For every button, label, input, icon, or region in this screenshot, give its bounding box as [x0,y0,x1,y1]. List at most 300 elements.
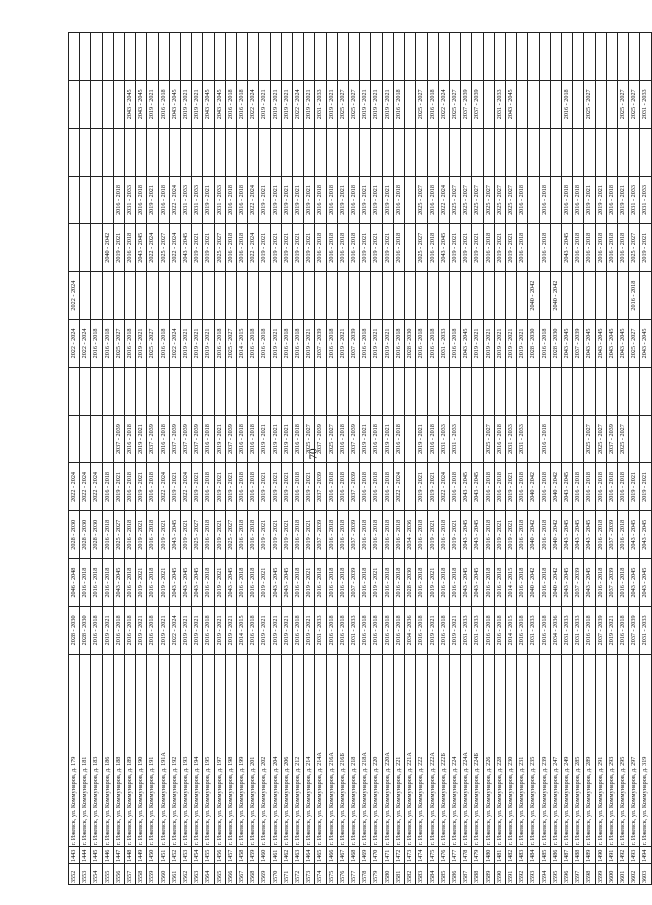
repair-period-cell: 2025 - 2027 [337,80,348,128]
table-row [69,33,80,885]
repair-period-cell: 2019 - 2021 [517,320,528,368]
repair-period-cell: 2043 - 2045 [472,463,483,511]
repair-period-cell: 2019 - 2021 [181,511,192,559]
repair-period-cell: 2025 - 2027 [472,176,483,224]
repair-period-cell [270,33,281,81]
repair-period-cell: 2025 - 2027 [304,415,315,463]
repair-period-cell: 2031 - 2033 [315,606,326,654]
repair-period-cell: 2016 - 2018 [91,320,102,368]
house-address: г. Ижевск, ул. Коммунаров, д. 319 [640,654,651,846]
repair-period-cell [416,128,427,176]
repair-period-cell: 2016 - 2018 [483,224,494,272]
table-row [539,33,550,885]
repair-period-cell: 2019 - 2021 [494,320,505,368]
repair-period-cell: 2040 - 2042 [550,272,561,320]
house-id: 1491 [606,847,617,864]
table-row [169,33,180,885]
repair-period-cell: 2040 - 2042 [550,463,561,511]
house-address: г. Ижевск, ул. Коммунаров, д. 206 [281,654,292,846]
repair-period-cell [214,367,225,415]
house-address: г. Ижевск, ул. Коммунаров, д. 291 [595,654,606,846]
repair-period-cell [214,128,225,176]
repair-period-cell: 2043 - 2045 [192,559,203,607]
repair-period-cell [270,128,281,176]
repair-period-cell [606,128,617,176]
table-row [405,33,416,885]
row-number: 3573 [304,863,315,884]
repair-period-cell: 2031 - 2033 [517,415,528,463]
repair-period-cell [337,367,348,415]
repair-period-cell: 2019 - 2021 [371,559,382,607]
repair-period-cell: 2016 - 2018 [393,320,404,368]
house-address: г. Ижевск, ул. Коммунаров, д. 195 [203,654,214,846]
repair-period-cell [528,224,539,272]
repair-period-cell [125,272,136,320]
repair-period-cell [259,272,270,320]
house-id: 1473 [405,847,416,864]
repair-period-cell: 2016 - 2018 [371,463,382,511]
repair-period-cell: 2016 - 2018 [371,606,382,654]
repair-period-cell: 2025 - 2027 [584,80,595,128]
repair-period-cell: 2019 - 2021 [281,415,292,463]
table-row [281,33,292,885]
repair-period-cell [584,272,595,320]
repair-period-cell: 2016 - 2018 [449,320,460,368]
house-address: г. Ижевск, ул. Коммунаров, д. 189 [125,654,136,846]
repair-period-cell: 2019 - 2021 [640,224,651,272]
table-row [214,33,225,885]
repair-period-cell: 2016 - 2018 [517,606,528,654]
house-address: г. Ижевск, ул. Коммунаров, д. 222Б [438,654,449,846]
repair-period-cell: 2016 - 2018 [393,80,404,128]
repair-period-cell: 2037 - 2039 [192,415,203,463]
repair-period-cell: 2016 - 2018 [539,463,550,511]
repair-period-cell [203,272,214,320]
repair-period-cell [405,176,416,224]
row-number: 3552 [69,863,80,884]
repair-period-cell: 2016 - 2018 [225,224,236,272]
repair-period-cell: 2043 - 2045 [461,511,472,559]
repair-period-cell [69,128,80,176]
repair-period-cell: 2016 - 2018 [80,559,91,607]
repair-period-cell: 2019 - 2021 [181,80,192,128]
repair-period-cell: 2037 - 2039 [349,415,360,463]
table-row [192,33,203,885]
repair-period-cell [438,367,449,415]
table-row [125,33,136,885]
repair-period-cell [472,415,483,463]
house-address: г. Ижевск, ул. Коммунаров, д. 224Б [472,654,483,846]
house-address: г. Ижевск, ул. Коммунаров, д. 198 [225,654,236,846]
repair-period-cell [449,367,460,415]
repair-period-cell: 2016 - 2018 [315,176,326,224]
repair-period-cell [595,272,606,320]
repair-period-cell: 2037 - 2039 [315,511,326,559]
repair-period-cell: 2016 - 2018 [360,559,371,607]
repair-period-cell [416,33,427,81]
rotated-table-wrapper [68,32,649,885]
repair-period-cell: 2028 - 2030 [405,559,416,607]
repair-period-cell [517,80,528,128]
repair-period-cell: 2043 - 2045 [136,224,147,272]
row-number: 3591 [505,863,516,884]
row-number: 3602 [629,863,640,884]
row-number: 3572 [293,863,304,884]
repair-period-cell [102,33,113,81]
repair-period-cell: 2016 - 2018 [382,606,393,654]
row-number: 3581 [393,863,404,884]
repair-period-cell: 2031 - 2033 [315,80,326,128]
repair-period-cell: 2043 - 2045 [640,559,651,607]
repair-period-cell: 2016 - 2018 [617,224,628,272]
repair-period-cell: 2019 - 2021 [136,511,147,559]
row-number: 3570 [270,863,281,884]
row-number: 3578 [360,863,371,884]
repair-period-cell [281,33,292,81]
repair-period-cell [147,367,158,415]
repair-period-cell: 2019 - 2021 [416,463,427,511]
house-id: 1449 [136,847,147,864]
repair-period-cell: 2016 - 2018 [584,224,595,272]
repair-period-cell: 2019 - 2021 [337,176,348,224]
repair-period-cell [449,272,460,320]
repair-period-cell: 2031 - 2033 [573,606,584,654]
repair-period-cell [371,33,382,81]
repair-period-cell [80,224,91,272]
repair-period-cell: 2019 - 2021 [281,606,292,654]
house-id: 1452 [169,847,180,864]
repair-period-cell: 2019 - 2021 [181,320,192,368]
table-row [337,33,348,885]
repair-period-cell: 2022 - 2024 [169,224,180,272]
repair-period-cell [606,367,617,415]
repair-period-cell: 2025 - 2027 [113,320,124,368]
repair-schedule-table [68,32,652,885]
repair-period-cell: 2022 - 2024 [80,320,91,368]
row-number: 3569 [259,863,270,884]
repair-period-cell: 2016 - 2018 [326,559,337,607]
repair-period-cell: 2016 - 2018 [539,176,550,224]
repair-period-cell: 2043 - 2045 [606,320,617,368]
repair-period-cell [461,272,472,320]
repair-period-cell: 2022 - 2024 [181,463,192,511]
table-row [270,33,281,885]
house-address: г. Ижевск, ул. Коммунаров, д. 220А [382,654,393,846]
repair-period-cell: 2019 - 2021 [293,176,304,224]
repair-period-cell: 2019 - 2021 [281,80,292,128]
repair-period-cell: 2016 - 2018 [573,176,584,224]
repair-period-cell [382,128,393,176]
house-address: г. Ижевск, ул. Коммунаров, д. 218А [360,654,371,846]
repair-period-cell: 2019 - 2021 [136,606,147,654]
repair-period-cell: 2043 - 2045 [505,80,516,128]
repair-period-cell [259,33,270,81]
house-id: 1470 [371,847,382,864]
repair-period-cell [270,367,281,415]
repair-period-cell: 2043 - 2045 [561,463,572,511]
table-row [472,33,483,885]
row-number: 3574 [315,863,326,884]
repair-period-cell: 2025 - 2027 [617,80,628,128]
repair-period-cell: 2019 - 2021 [494,511,505,559]
repair-period-cell [349,367,360,415]
repair-period-cell [281,128,292,176]
repair-period-cell: 2022 - 2024 [69,320,80,368]
table-row [528,33,539,885]
repair-period-cell: 2019 - 2021 [147,176,158,224]
row-number: 3588 [472,863,483,884]
repair-period-cell [371,367,382,415]
table-row [315,33,326,885]
repair-period-cell [405,463,416,511]
repair-period-cell [539,33,550,81]
row-number: 3594 [539,863,550,884]
repair-period-cell: 2016 - 2018 [337,463,348,511]
house-address: г. Ижевск, ул. Коммунаров, д. 194 [192,654,203,846]
house-id: 1456 [214,847,225,864]
repair-period-cell [203,128,214,176]
repair-period-cell: 2016 - 2018 [438,511,449,559]
repair-period-cell: 2022 - 2024 [248,224,259,272]
repair-period-cell: 2037 - 2039 [629,606,640,654]
repair-period-cell [405,272,416,320]
repair-period-cell: 2019 - 2021 [158,511,169,559]
table-row [360,33,371,885]
house-address: г. Ижевск, ул. Коммунаров, д. 228 [494,654,505,846]
repair-period-cell [427,367,438,415]
repair-period-cell: 2016 - 2018 [517,511,528,559]
repair-period-cell: 2025 - 2027 [617,415,628,463]
repair-period-cell: 2028 - 2030 [550,320,561,368]
house-id: 1490 [595,847,606,864]
repair-period-cell: 2016 - 2018 [393,415,404,463]
repair-period-cell [405,415,416,463]
repair-period-cell: 2019 - 2021 [584,176,595,224]
house-id: 1464 [304,847,315,864]
house-id: 1485 [539,847,550,864]
repair-period-cell: 2019 - 2021 [629,463,640,511]
house-address: г. Ижевск, ул. Коммунаров, д. 190 [136,654,147,846]
repair-period-cell: 2022 - 2024 [158,463,169,511]
repair-period-cell: 2016 - 2018 [248,511,259,559]
repair-period-cell: 2019 - 2021 [360,415,371,463]
repair-period-cell: 2019 - 2021 [270,511,281,559]
repair-period-cell: 2016 - 2018 [237,559,248,607]
repair-period-cell: 2016 - 2018 [393,176,404,224]
repair-period-cell [125,128,136,176]
repair-period-cell [461,33,472,81]
repair-period-cell: 2016 - 2018 [360,511,371,559]
repair-period-cell: 2019 - 2021 [214,606,225,654]
house-id: 1453 [181,847,192,864]
repair-period-cell [472,272,483,320]
repair-period-cell: 2043 - 2045 [169,559,180,607]
repair-period-cell [225,367,236,415]
repair-period-cell: 2016 - 2018 [606,463,617,511]
repair-period-cell: 2019 - 2021 [113,224,124,272]
house-id: 1467 [337,847,348,864]
repair-period-cell [91,33,102,81]
repair-period-cell: 2016 - 2018 [449,559,460,607]
repair-period-cell [438,272,449,320]
repair-period-cell [494,272,505,320]
house-id: 1446 [102,847,113,864]
repair-period-cell [449,128,460,176]
repair-period-cell: 2019 - 2021 [281,511,292,559]
repair-period-cell: 2016 - 2018 [91,559,102,607]
table-row [225,33,236,885]
repair-period-cell [505,367,516,415]
house-address: г. Ижевск, ул. Коммунаров, д. 214А [315,654,326,846]
repair-period-cell: 2019 - 2021 [214,559,225,607]
repair-period-cell [438,128,449,176]
repair-period-cell: 2025 - 2027 [494,176,505,224]
repair-period-cell: 2019 - 2021 [136,415,147,463]
repair-period-cell [393,33,404,81]
house-id: 1472 [393,847,404,864]
repair-period-cell: 2016 - 2018 [494,463,505,511]
repair-period-cell: 2022 - 2024 [248,80,259,128]
repair-period-cell [69,33,80,81]
repair-period-cell: 2019 - 2021 [169,463,180,511]
repair-period-cell [102,176,113,224]
repair-period-cell: 2025 - 2027 [629,320,640,368]
repair-period-cell: 2043 - 2045 [561,224,572,272]
repair-period-cell: 2016 - 2018 [326,511,337,559]
repair-period-cell [337,128,348,176]
table-row [393,33,404,885]
repair-period-cell [192,272,203,320]
row-number: 3603 [640,863,651,884]
repair-period-cell: 2019 - 2021 [304,176,315,224]
row-number: 3584 [427,863,438,884]
repair-period-cell [293,272,304,320]
repair-period-cell: 2016 - 2018 [483,559,494,607]
repair-period-cell: 2016 - 2018 [494,559,505,607]
repair-period-cell: 2019 - 2021 [270,176,281,224]
repair-period-cell [181,367,192,415]
repair-period-cell: 2037 - 2039 [606,559,617,607]
repair-period-cell: 2022 - 2024 [438,463,449,511]
repair-period-cell: 2016 - 2018 [494,606,505,654]
repair-period-cell: 2040 - 2042 [550,559,561,607]
repair-period-cell: 2043 - 2045 [573,511,584,559]
repair-period-cell: 2019 - 2021 [136,320,147,368]
repair-period-cell: 2031 - 2033 [640,176,651,224]
repair-period-cell [360,33,371,81]
repair-period-cell [573,33,584,81]
table-row [584,33,595,885]
house-address: г. Ижевск, ул. Коммунаров, д. 285 [573,654,584,846]
table-row [158,33,169,885]
repair-period-cell: 2043 - 2045 [203,80,214,128]
repair-period-cell: 2037 - 2039 [315,320,326,368]
repair-period-cell: 2043 - 2045 [640,320,651,368]
house-address: г. Ижевск, ул. Коммунаров, д. 224 [449,654,460,846]
repair-period-cell [393,272,404,320]
house-id: 1486 [550,847,561,864]
repair-period-cell: 2019 - 2021 [304,606,315,654]
row-number: 3600 [606,863,617,884]
repair-period-cell: 2019 - 2021 [181,606,192,654]
repair-period-cell [405,224,416,272]
repair-period-cell: 2016 - 2018 [237,415,248,463]
repair-period-cell [617,33,628,81]
repair-period-cell [528,80,539,128]
repair-period-cell: 2025 - 2027 [595,415,606,463]
repair-period-cell: 2016 - 2018 [449,463,460,511]
row-number: 3555 [102,863,113,884]
house-address: г. Ижевск, ул. Коммунаров, д. 214 [304,654,315,846]
repair-period-cell [225,272,236,320]
repair-period-cell: 2028 - 2030 [80,511,91,559]
repair-period-cell: 2016 - 2018 [371,511,382,559]
repair-period-cell: 2016 - 2018 [326,606,337,654]
repair-period-cell: 2031 - 2033 [438,320,449,368]
repair-period-cell: 2019 - 2021 [427,559,438,607]
repair-period-cell [461,128,472,176]
repair-period-cell: 2037 - 2039 [349,463,360,511]
repair-period-cell [427,33,438,81]
repair-period-cell: 2037 - 2039 [472,80,483,128]
repair-period-cell: 2031 - 2033 [181,176,192,224]
row-number: 3558 [136,863,147,884]
repair-period-cell: 2016 - 2018 [102,320,113,368]
repair-period-cell: 2037 - 2039 [113,415,124,463]
repair-period-cell: 2043 - 2045 [584,559,595,607]
repair-period-cell [315,272,326,320]
row-number: 3557 [125,863,136,884]
repair-period-cell: 2022 - 2024 [293,80,304,128]
repair-period-cell: 2028 - 2030 [69,606,80,654]
table-row [416,33,427,885]
repair-period-cell [528,128,539,176]
repair-period-cell [192,33,203,81]
repair-period-cell: 2019 - 2021 [371,80,382,128]
row-number: 3598 [584,863,595,884]
repair-period-cell [472,367,483,415]
repair-period-cell: 2019 - 2021 [259,463,270,511]
repair-period-cell [69,176,80,224]
house-id: 1476 [438,847,449,864]
repair-period-cell: 2016 - 2018 [382,511,393,559]
repair-period-cell [561,415,572,463]
house-address: г. Ижевск, ул. Коммунаров, д. 221А [405,654,416,846]
repair-period-cell: 2019 - 2021 [382,415,393,463]
repair-period-cell: 2043 - 2045 [629,511,640,559]
table-row [349,33,360,885]
repair-period-cell: 2019 - 2021 [382,224,393,272]
row-number: 3566 [225,863,236,884]
repair-period-cell: 2025 - 2027 [225,511,236,559]
repair-period-cell [147,272,158,320]
repair-period-cell: 2016 - 2018 [125,559,136,607]
repair-period-cell [80,33,91,81]
repair-period-cell: 2031 - 2033 [449,415,460,463]
repair-period-cell: 2037 - 2039 [573,559,584,607]
repair-period-cell [606,33,617,81]
row-number: 3590 [494,863,505,884]
repair-period-cell [561,367,572,415]
repair-period-cell: 2016 - 2018 [561,176,572,224]
repair-period-cell: 2019 - 2021 [304,80,315,128]
house-address: г. Ижевск, ул. Коммунаров, д. 221 [393,654,404,846]
house-address: г. Ижевск, ул. Коммунаров, д. 193 [181,654,192,846]
house-id: 1481 [494,847,505,864]
repair-period-cell: 2037 - 2039 [606,511,617,559]
house-address: г. Ижевск, ул. Коммунаров, д. 231 [517,654,528,846]
repair-period-cell: 2016 - 2018 [573,463,584,511]
